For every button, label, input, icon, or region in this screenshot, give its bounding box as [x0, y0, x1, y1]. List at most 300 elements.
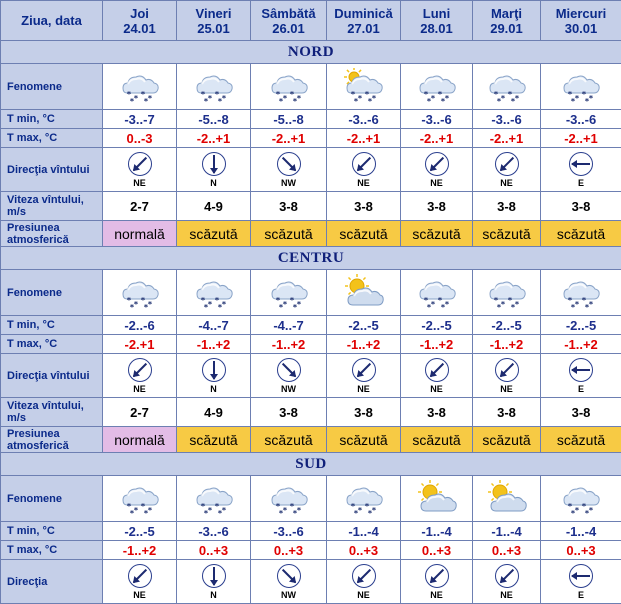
wind-direction-value: NE [327, 384, 400, 394]
wind-direction-cell [177, 148, 251, 192]
svg-text:*: * [575, 94, 580, 103]
compass-icon [495, 152, 519, 176]
cloud-snow-icon [344, 480, 384, 518]
svg-text:*: * [350, 502, 355, 511]
region-title: NORD [1, 41, 621, 64]
sun-cloud-icon [487, 480, 527, 518]
wind-arrow-icon [572, 575, 590, 577]
compass-icon [569, 564, 593, 588]
svg-text:*: * [282, 506, 287, 515]
header-day-2 [177, 1, 251, 41]
tmax-value: 0..+3 [473, 541, 541, 560]
cloud-snow-icon [269, 480, 309, 518]
wind-speed-value: 3-8 [401, 398, 473, 427]
tmax-value: -1..+2 [251, 335, 327, 354]
cloud-snow-icon [561, 274, 601, 312]
svg-text:*: * [207, 94, 212, 103]
svg-text:*: * [143, 303, 148, 312]
compass-icon [128, 564, 152, 588]
svg-text:*: * [129, 303, 134, 312]
svg-text:*: * [582, 502, 587, 511]
wind-direction-value: NE [473, 590, 540, 600]
svg-text:*: * [589, 94, 594, 103]
svg-text:*: * [214, 90, 219, 99]
phenomena-cell [177, 270, 251, 316]
svg-text:*: * [426, 303, 431, 312]
wind-direction-cell [401, 354, 473, 398]
sun-cloud-snow-icon [344, 68, 384, 106]
wind-arrow-icon [213, 361, 215, 379]
svg-text:*: * [296, 300, 301, 309]
tmin-label: T min, °C [1, 316, 103, 335]
svg-text:*: * [143, 97, 148, 106]
compass-icon [352, 152, 376, 176]
wind-direction-value: E [541, 590, 621, 600]
wind-direction-value: NE [401, 178, 472, 188]
wind-direction-cell [327, 560, 401, 604]
svg-text:*: * [571, 303, 576, 312]
wind-direction-value: NW [251, 384, 326, 394]
phenomena-cell [327, 476, 401, 522]
pressure-value: scăzută [251, 427, 327, 453]
phenomena-cell [251, 64, 327, 110]
wind-direction-cell [103, 354, 177, 398]
day-date: 24.01 [123, 21, 156, 36]
svg-text:*: * [203, 509, 208, 518]
cloud-snow-icon [417, 274, 457, 312]
tmin-value: -3..-7 [103, 110, 177, 129]
svg-text:*: * [282, 300, 287, 309]
pressure-value: scăzută [327, 221, 401, 247]
svg-text:*: * [496, 97, 501, 106]
wind-direction-cell [251, 148, 327, 192]
phenomena-cell [473, 270, 541, 316]
tmin-label: T min, °C [1, 522, 103, 541]
compass-icon [569, 152, 593, 176]
header-day-4 [327, 1, 401, 41]
cloud-snow-icon [561, 480, 601, 518]
svg-text:*: * [133, 94, 138, 103]
svg-text:*: * [221, 506, 226, 515]
cloud-snow-icon [120, 274, 160, 312]
tmax-label: T max, °C [1, 541, 103, 560]
sun-cloud-icon [417, 480, 457, 518]
cloud-snow-icon [561, 68, 601, 106]
wind-speed-value: 2-7 [103, 192, 177, 221]
tmax-value: -1..+2 [327, 335, 401, 354]
svg-text:*: * [582, 296, 587, 305]
svg-text:*: * [147, 506, 152, 515]
compass-icon [202, 358, 226, 382]
compass-icon [202, 564, 226, 588]
tmax-row [1, 129, 621, 148]
pressure-value: scăzută [473, 427, 541, 453]
wind-arrow-icon [132, 157, 146, 171]
svg-text:*: * [440, 303, 445, 312]
svg-text:*: * [200, 296, 205, 305]
svg-text:*: * [371, 506, 376, 515]
wind-direction-value: NW [251, 178, 326, 188]
phenomena-cell [103, 64, 177, 110]
svg-text:*: * [214, 296, 219, 305]
phenomena-cell [401, 270, 473, 316]
tmax-value: -2..+1 [401, 129, 473, 148]
day-name: Duminică [334, 6, 393, 21]
wind-arrow-icon [356, 569, 370, 583]
svg-text:*: * [568, 296, 573, 305]
day-name: Sâmbătă [261, 6, 315, 21]
svg-text:*: * [275, 502, 280, 511]
tmin-value: -1..-4 [541, 522, 621, 541]
phenomena-label: Fenomene [1, 64, 103, 110]
compass-icon [425, 564, 449, 588]
wind-arrow-icon [281, 157, 295, 171]
tmax-label: T max, °C [1, 335, 103, 354]
wind-arrow-icon [499, 569, 513, 583]
svg-text:*: * [585, 303, 590, 312]
tmin-value: -1..-4 [473, 522, 541, 541]
tmin-value: -1..-4 [327, 522, 401, 541]
wind-direction-cell [541, 560, 621, 604]
wind-arrow-icon [429, 569, 443, 583]
svg-text:*: * [133, 506, 138, 515]
pressure-value: normală [103, 221, 177, 247]
wind-direction-cell [473, 354, 541, 398]
pressure-label: Presiunea atmosferică [1, 427, 103, 453]
wind-direction-value: NE [103, 590, 176, 600]
header-date-label: Ziua, data [1, 1, 103, 41]
compass-icon [128, 152, 152, 176]
tmax-value: -2..+1 [327, 129, 401, 148]
wind-direction-label: Direcţia vîntului [1, 148, 103, 192]
phenomena-cell [327, 64, 401, 110]
svg-text:*: * [364, 90, 369, 99]
wind-speed-value: 3-8 [541, 398, 621, 427]
pressure-value: scăzută [401, 221, 473, 247]
svg-text:*: * [510, 303, 515, 312]
svg-text:*: * [140, 296, 145, 305]
tmin-value: -1..-4 [401, 522, 473, 541]
wind-speed-value: 3-8 [327, 192, 401, 221]
compass-icon [495, 564, 519, 588]
svg-text:*: * [278, 509, 283, 518]
svg-text:*: * [364, 502, 369, 511]
wind-arrow-icon [429, 363, 443, 377]
pressure-value: scăzută [541, 221, 621, 247]
tmin-value: -2..-6 [103, 316, 177, 335]
svg-text:*: * [444, 94, 449, 103]
wind-arrow-icon [356, 363, 370, 377]
cloud-snow-icon [194, 274, 234, 312]
svg-text:*: * [575, 300, 580, 309]
wind-speed-row [1, 398, 621, 427]
cloud-snow-icon [120, 68, 160, 106]
tmax-value: -2..+1 [541, 129, 621, 148]
wind-direction-value: NE [401, 590, 472, 600]
wind-speed-value: 3-8 [541, 192, 621, 221]
svg-text:*: * [282, 94, 287, 103]
wind-speed-value: 3-8 [401, 192, 473, 221]
wind-arrow-icon [572, 163, 590, 165]
wind-arrow-icon [356, 157, 370, 171]
day-date: 28.01 [420, 21, 453, 36]
region-header-row [1, 41, 621, 64]
phenomena-cell [177, 476, 251, 522]
tmax-value: 0..-3 [103, 129, 177, 148]
tmin-value: -2..-5 [473, 316, 541, 335]
wind-direction-value: NE [401, 384, 472, 394]
svg-text:*: * [507, 90, 512, 99]
wind-direction-row [1, 148, 621, 192]
pressure-value: scăzută [401, 427, 473, 453]
wind-arrow-icon [499, 363, 513, 377]
svg-text:*: * [514, 94, 519, 103]
tmin-value: -3..-6 [327, 110, 401, 129]
wind-arrow-icon [213, 567, 215, 585]
day-name: Miercuri [556, 6, 607, 21]
phenomena-cell [401, 476, 473, 522]
wind-direction-label: Direcţia [1, 560, 103, 604]
wind-direction-row [1, 354, 621, 398]
pressure-value: scăzută [327, 427, 401, 453]
svg-text:*: * [367, 97, 372, 106]
svg-text:*: * [437, 90, 442, 99]
phenomena-cell [473, 476, 541, 522]
tmin-value: -2..-5 [327, 316, 401, 335]
wind-speed-value: 3-8 [327, 398, 401, 427]
wind-direction-value: NE [473, 384, 540, 394]
day-date: 30.01 [565, 21, 598, 36]
svg-text:*: * [275, 90, 280, 99]
svg-text:*: * [568, 502, 573, 511]
svg-text:*: * [440, 97, 445, 106]
pressure-value: scăzută [251, 221, 327, 247]
cloud-snow-icon [487, 68, 527, 106]
phenomena-row [1, 64, 621, 110]
svg-text:*: * [357, 94, 362, 103]
wind-direction-value: N [177, 590, 250, 600]
phenomena-cell [177, 64, 251, 110]
compass-icon [352, 564, 376, 588]
day-date: 26.01 [272, 21, 305, 36]
wind-speed-value: 3-8 [251, 398, 327, 427]
svg-text:*: * [500, 94, 505, 103]
tmin-value: -3..-6 [541, 110, 621, 129]
svg-text:*: * [126, 502, 131, 511]
tmin-value: -5..-8 [251, 110, 327, 129]
tmax-row [1, 541, 621, 560]
tmin-value: -3..-6 [177, 522, 251, 541]
wind-arrow-icon [429, 157, 443, 171]
tmax-value: -1..+2 [541, 335, 621, 354]
svg-text:*: * [296, 506, 301, 515]
wind-direction-cell [177, 560, 251, 604]
svg-text:*: * [126, 90, 131, 99]
pressure-row [1, 427, 621, 453]
svg-text:*: * [203, 97, 208, 106]
svg-text:*: * [582, 90, 587, 99]
wind-arrow-icon [132, 363, 146, 377]
tmax-value: 0..+3 [177, 541, 251, 560]
wind-speed-value: 4-9 [177, 398, 251, 427]
compass-icon [277, 358, 301, 382]
wind-speed-label: Viteza vîntului, m/s [1, 398, 103, 427]
cloud-snow-icon [269, 274, 309, 312]
phenomena-cell [251, 270, 327, 316]
svg-text:*: * [500, 300, 505, 309]
wind-direction-value: NE [327, 590, 400, 600]
svg-text:*: * [292, 97, 297, 106]
wind-direction-value: NW [251, 590, 326, 600]
header-row [1, 1, 621, 41]
svg-text:*: * [129, 97, 134, 106]
wind-direction-value: NE [327, 178, 400, 188]
header-day-5 [401, 1, 473, 41]
svg-text:*: * [133, 300, 138, 309]
compass-icon [495, 358, 519, 382]
pressure-label: Presiunea atmosferică [1, 221, 103, 247]
svg-text:*: * [571, 509, 576, 518]
wind-speed-value: 3-8 [473, 192, 541, 221]
phenomena-cell [103, 270, 177, 316]
svg-text:*: * [496, 303, 501, 312]
tmax-row [1, 335, 621, 354]
tmax-value: -1..+2 [103, 541, 177, 560]
pressure-value: scăzută [177, 221, 251, 247]
wind-speed-value: 2-7 [103, 398, 177, 427]
wind-direction-cell [541, 354, 621, 398]
wind-direction-label: Direcţia vîntului [1, 354, 103, 398]
svg-text:*: * [568, 90, 573, 99]
svg-text:*: * [200, 502, 205, 511]
svg-text:*: * [575, 506, 580, 515]
tmax-value: -1..+2 [473, 335, 541, 354]
wind-direction-cell [251, 560, 327, 604]
region-header-row [1, 453, 621, 476]
wind-direction-value: E [541, 178, 621, 188]
tmin-value: -3..-6 [401, 110, 473, 129]
day-date: 27.01 [347, 21, 380, 36]
sun-cloud-icon [344, 274, 384, 312]
svg-text:*: * [289, 90, 294, 99]
svg-text:*: * [507, 296, 512, 305]
tmin-value: -3..-6 [473, 110, 541, 129]
svg-text:*: * [292, 509, 297, 518]
svg-text:*: * [203, 303, 208, 312]
cloud-snow-icon [269, 68, 309, 106]
phenomena-cell [251, 476, 327, 522]
header-day-7 [541, 1, 621, 41]
tmin-row [1, 110, 621, 129]
day-name: Vineri [196, 6, 232, 21]
tmax-value: -1..+2 [177, 335, 251, 354]
wind-direction-row [1, 560, 621, 604]
wind-speed-value: 3-8 [251, 192, 327, 221]
phenomena-cell [103, 476, 177, 522]
wind-speed-label: Viteza vîntului, m/s [1, 192, 103, 221]
compass-icon [277, 152, 301, 176]
svg-text:*: * [126, 296, 131, 305]
wind-direction-cell [473, 560, 541, 604]
tmin-value: -5..-8 [177, 110, 251, 129]
wind-direction-value: E [541, 384, 621, 394]
svg-text:*: * [214, 502, 219, 511]
svg-text:*: * [493, 296, 498, 305]
svg-text:*: * [510, 97, 515, 106]
wind-arrow-icon [499, 157, 513, 171]
header-day-6 [473, 1, 541, 41]
svg-text:*: * [423, 296, 428, 305]
compass-icon [425, 152, 449, 176]
svg-text:*: * [278, 303, 283, 312]
svg-text:*: * [571, 97, 576, 106]
compass-icon [352, 358, 376, 382]
wind-direction-value: NE [103, 178, 176, 188]
wind-direction-value: N [177, 178, 250, 188]
header-day-1 [103, 1, 177, 41]
tmin-value: -3..-6 [251, 522, 327, 541]
wind-arrow-icon [132, 569, 146, 583]
svg-text:*: * [289, 502, 294, 511]
day-date: 25.01 [197, 21, 230, 36]
pressure-value: normală [103, 427, 177, 453]
svg-text:*: * [292, 303, 297, 312]
svg-text:*: * [147, 300, 152, 309]
wind-direction-cell [473, 148, 541, 192]
region-title: CENTRU [1, 247, 621, 270]
compass-icon [569, 358, 593, 382]
wind-direction-cell [327, 148, 401, 192]
svg-text:*: * [221, 94, 226, 103]
svg-text:*: * [585, 97, 590, 106]
pressure-row [1, 221, 621, 247]
compass-icon [202, 152, 226, 176]
tmin-value: -4..-7 [251, 316, 327, 335]
svg-text:*: * [275, 296, 280, 305]
phenomena-cell [541, 270, 621, 316]
day-name: Marţi [491, 6, 522, 21]
day-name: Luni [423, 6, 450, 21]
wind-direction-cell [541, 148, 621, 192]
svg-text:*: * [357, 506, 362, 515]
tmax-value: -2..+1 [177, 129, 251, 148]
svg-text:*: * [371, 94, 376, 103]
svg-text:*: * [129, 509, 134, 518]
wind-direction-value: NE [473, 178, 540, 188]
tmin-value: -2..-5 [541, 316, 621, 335]
svg-text:*: * [140, 90, 145, 99]
wind-speed-row [1, 192, 621, 221]
cloud-snow-icon [120, 480, 160, 518]
compass-icon [128, 358, 152, 382]
wind-direction-value: NE [103, 384, 176, 394]
tmax-value: -2.+1 [103, 335, 177, 354]
svg-text:*: * [493, 90, 498, 99]
wind-arrow-icon [281, 363, 295, 377]
svg-text:*: * [147, 94, 152, 103]
svg-text:*: * [217, 97, 222, 106]
svg-text:*: * [143, 509, 148, 518]
svg-text:*: * [444, 300, 449, 309]
wind-direction-cell [177, 354, 251, 398]
wind-direction-cell [251, 354, 327, 398]
wind-direction-cell [327, 354, 401, 398]
wind-arrow-icon [213, 155, 215, 173]
svg-text:*: * [140, 502, 145, 511]
svg-text:*: * [278, 97, 283, 106]
cloud-snow-icon [417, 68, 457, 106]
svg-text:*: * [430, 94, 435, 103]
